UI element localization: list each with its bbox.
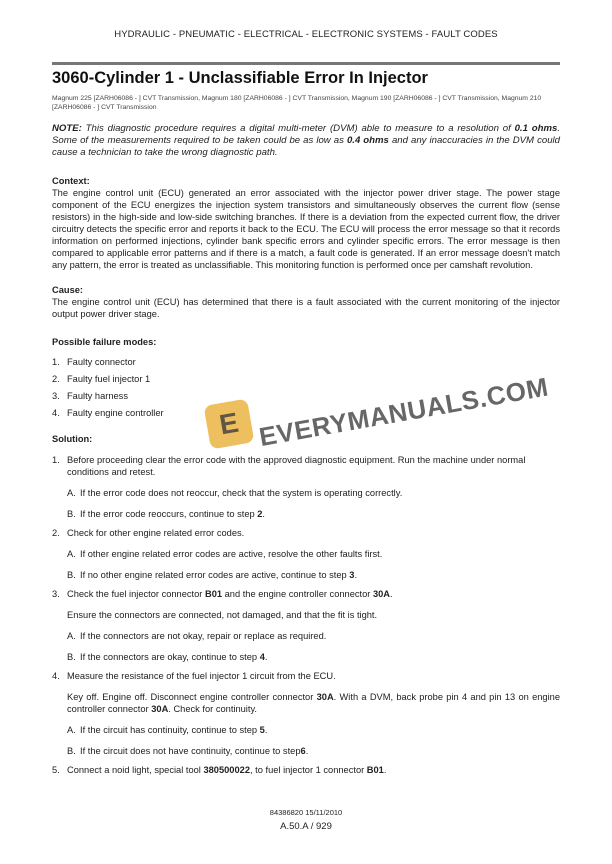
solution-step-3: [52, 588, 560, 600]
connector-ref: 30A: [372, 589, 391, 599]
document-id: 84386820 15/11/2010: [269, 808, 343, 817]
instruction-text: . With a DVM, back probe pin 4 and pin 13 on engine controller connector: [67, 692, 560, 714]
step-number: 1.: [52, 455, 60, 465]
option-letter: B.: [67, 570, 76, 580]
step-3-option-a: [67, 630, 560, 642]
list-item: [52, 373, 560, 385]
note-bold: 0.4 ohms: [346, 135, 389, 146]
connector-ref: 30A: [316, 692, 334, 702]
option-text: If the connectors are not okay, repair or replace as required.: [80, 631, 327, 641]
tool-ref: 380500022: [203, 765, 250, 775]
option-letter: A.: [67, 549, 76, 559]
option-letter: A.: [67, 488, 76, 498]
failure-modes-heading: Possible failure modes:: [52, 337, 157, 347]
step-number: 4.: [52, 671, 60, 681]
option-letter: B.: [67, 746, 76, 756]
solution-step-2: [52, 527, 560, 539]
note-text: This diagnostic procedure requires a digital multi-meter (DVM) able to measure to a resolution of: [81, 123, 515, 134]
step-ref: 5: [259, 725, 265, 735]
page-title: 3060-Cylinder 1 - Unclassifiable Error In Injector: [52, 69, 428, 87]
option-text: If the error code reoccurs, continue to step: [80, 509, 258, 519]
connector-ref: B01: [366, 765, 384, 775]
instruction-text: Key off. Engine off. Disconnect engine controller connector: [67, 692, 317, 702]
option-text: .: [262, 509, 266, 519]
note-label: NOTE:: [52, 123, 82, 134]
option-text: If the connectors are okay, continue to step: [80, 652, 260, 662]
note: [52, 123, 560, 159]
list-item: [52, 356, 560, 368]
item-text: Faulty fuel injector 1: [67, 374, 151, 384]
item-number: 3.: [52, 391, 60, 401]
item-text: Faulty connector: [67, 357, 136, 367]
step-number: 5.: [52, 765, 60, 775]
step-text: Check for other engine related error codes.: [67, 528, 245, 538]
option-letter: A.: [67, 725, 76, 735]
option-letter: A.: [67, 631, 76, 641]
option-letter: B.: [67, 509, 76, 519]
item-text: Faulty engine controller: [67, 408, 164, 418]
option-text: If no other engine related error codes are active, continue to step: [80, 570, 350, 580]
option-letter: B.: [67, 652, 76, 662]
step-ref: 2: [257, 509, 263, 519]
step-3-instruction: Ensure the connectors are connected, not damaged, and that the fit is tight.: [67, 610, 378, 620]
note-bold: 0.1 ohms: [514, 123, 558, 134]
step-text: Measure the resistance of the fuel injector 1 circuit from the ECU.: [67, 671, 336, 681]
list-item: [52, 390, 560, 402]
step-4-option-a: [67, 724, 560, 736]
item-text: Faulty harness: [67, 391, 128, 401]
cause-heading: Cause:: [52, 285, 84, 295]
context-text: The engine control unit (ECU) generated an error associated with the injector power driver stage. The power stage component of the ECU energizes the injection system transistors and simultaneously observes the current flow (sense resistors) in the high-side and low-side switching branches. If there is a deviation from the expected current flow, the driver circuitry detects the specific error and reports it back to the ECU. The ECU will process the error message so that it records information on performed injections, cylinder bank specific errors and cylinder specific errors. The error message is then compared to applicable error patterns and if there is a match, a fault code is generated. If an error message doesn't match any pattern, the error is treated as unclassifiable. This monitoring function is performed once per camshaft revolution.: [52, 188, 560, 270]
note-text: . Some of the measurements required to be taken could be as low as: [52, 123, 560, 146]
option-text: If the error code does not reoccur, check that the system is operating correctly.: [80, 488, 403, 498]
solution-heading: Solution:: [52, 434, 93, 444]
step-3-option-b: [67, 651, 560, 663]
item-number: 4.: [52, 408, 60, 418]
step-ref: 6: [300, 746, 306, 756]
option-text: .: [264, 725, 268, 735]
step-text: and the engine controller connector: [222, 589, 373, 599]
option-text: If the circuit does not have continuity, continue to step: [80, 746, 301, 756]
solution-step-4: [52, 670, 560, 682]
failure-modes-list: [52, 356, 560, 419]
step-text: , to fuel injector 1 connector: [250, 765, 367, 775]
step-1-option-a: [67, 487, 560, 499]
applicable-models: Magnum 225 [ZARH06086 - ] CVT Transmission, Magnum 180 [ZARH06086 - ] CVT Transmission, Magnum 190 [ZARH06086 - ] CVT Transmission, Magnum 210 [ZARH06086 - ] CVT Transmission: [52, 95, 542, 111]
option-text: If other engine related error codes are active, resolve the other faults first.: [80, 549, 383, 559]
step-text: Connect a noid light, special tool: [67, 765, 204, 775]
solution-step-5: [52, 764, 560, 776]
option-text: .: [354, 570, 358, 580]
connector-ref: 30A: [151, 704, 169, 714]
item-number: 1.: [52, 357, 60, 367]
connector-ref: B01: [204, 589, 223, 599]
option-text: If the circuit has continuity, continue to step: [80, 725, 260, 735]
step-number: 2.: [52, 528, 60, 538]
document-body: [52, 68, 560, 776]
step-text: .: [390, 589, 393, 599]
step-ref: 3: [349, 570, 355, 580]
watermark-logo-icon: E: [204, 399, 255, 450]
list-item: [52, 407, 560, 419]
step-text: Check the fuel injector connector: [67, 589, 205, 599]
item-number: 2.: [52, 374, 60, 384]
watermark: EVERYMANUALS.COM: [256, 371, 551, 452]
context-heading: Context:: [52, 176, 90, 186]
step-2-option-a: [67, 548, 560, 560]
running-header: HYDRAULIC - PNEUMATIC - ELECTRICAL - ELECTRONIC SYSTEMS - FAULT CODES: [114, 29, 498, 40]
solution-step-1: [52, 454, 560, 478]
step-ref: 4: [259, 652, 265, 662]
header-rule: [52, 62, 560, 65]
step-text: .: [383, 765, 387, 775]
option-text: .: [264, 652, 268, 662]
step-number: 3.: [52, 589, 60, 599]
step-4-option-b: [67, 745, 560, 757]
step-2-option-b: [67, 569, 560, 581]
step-4-instruction: [67, 691, 560, 715]
instruction-text: . Check for continuity.: [168, 704, 257, 714]
option-text: .: [305, 746, 309, 756]
page-number: A.50.A / 929: [280, 821, 332, 832]
note-text: and any inaccuracies in the DVM could cause a technician to take the wrong diagnostic path.: [52, 135, 561, 158]
step-1-option-b: [67, 508, 560, 520]
cause-text: The engine control unit (ECU) has determined that there is a fault associated with the current monitoring of the injector output power driver stage.: [52, 297, 560, 319]
step-text: Before proceeding clear the error code with the approved diagnostic equipment. Run the machine under normal conditions and retest.: [67, 455, 526, 477]
